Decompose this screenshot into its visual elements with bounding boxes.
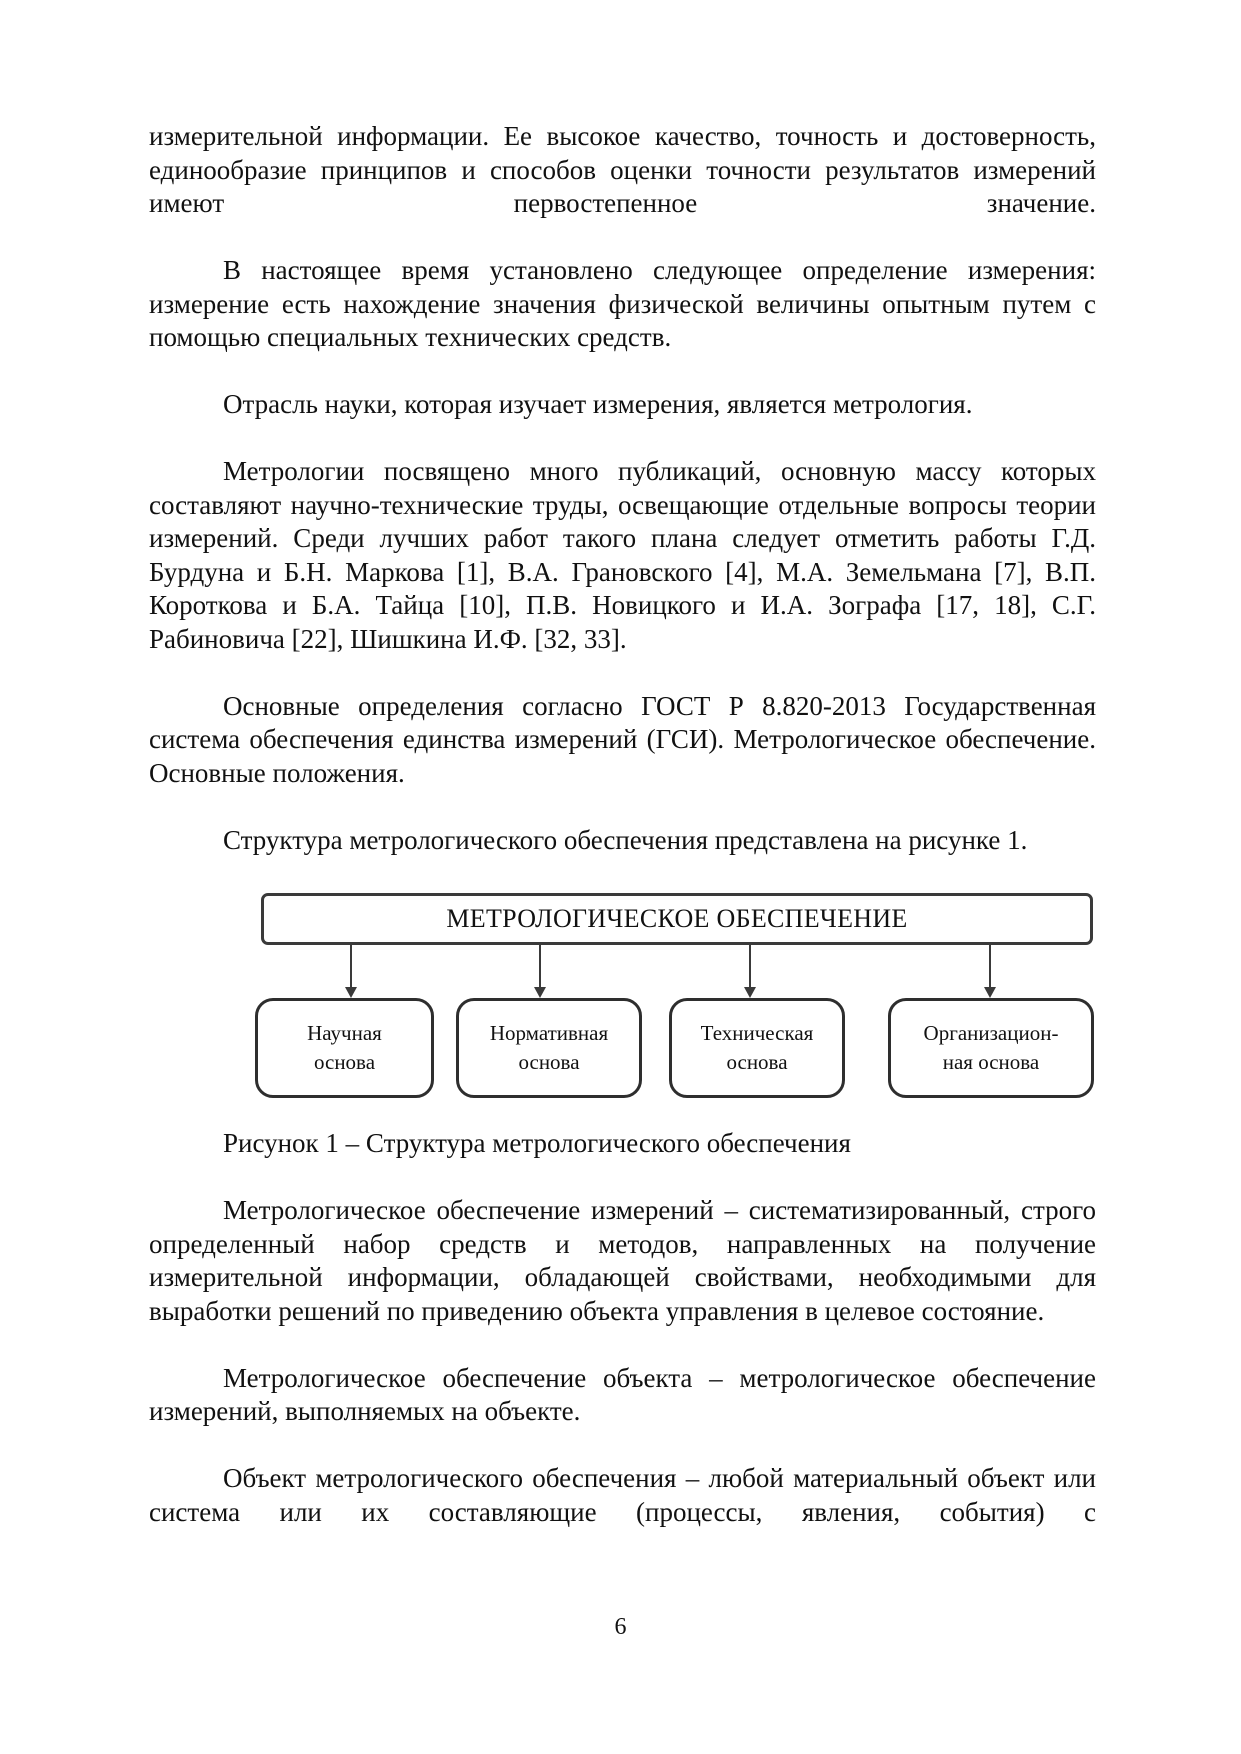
box-label-line2: основа — [518, 1050, 580, 1074]
diagram-box-organizational — [888, 998, 1094, 1098]
page-number: 6 — [614, 1614, 627, 1640]
diagram-top-box: МЕТРОЛОГИЧЕСКОЕ ОБЕСПЕЧЕНИЕ — [261, 893, 1093, 945]
document-page — [149, 120, 1096, 1529]
paragraph-2: В настоящее время установлено следующее определение измерения: измерение есть нахождение значения физической величины опытным путем с помощью специальных технических средств. — [149, 255, 1096, 352]
paragraph-4: Метрологии посвящено много публикаций, основную массу которых составляют научно-технические труды, освещающие отдельные вопросы теории измерений. Среди лучших работ такого плана следует отметить работы Г.Д. Бурдуна и Б.Н. Маркова [1], В.А. Грановского [4], М.А. Земельмана [7], В.П. Короткова и Б.А. Тайца [10], П.В. Новицкого и И.А. Зографа [17, 18], С.Г. Рабиновича [22], Шишкина И.Ф. [32, 33]. — [149, 456, 1096, 654]
paragraph-7: Метрологическое обеспечение измерений – систематизированный, строго определенный набор средств и методов, направленных на получение измерительной информации, обладающей свойствами, необходимыми для выработки решений по приведению объекта управления в целевое состояние. — [149, 1195, 1096, 1326]
box-label-line1: Нормативная — [489, 1021, 609, 1045]
box-label-line1: Организацион- — [923, 1021, 1059, 1045]
paragraph-3: Отрасль науки, которая изучает измерения, является метрология. — [223, 389, 973, 419]
arrow-down-icon — [749, 945, 751, 996]
diagram-box-scientific — [255, 998, 434, 1098]
paragraph-9: Объект метрологического обеспечения – любой материальный объект или система или их составляющие (процессы, явления, события) с — [149, 1463, 1096, 1527]
arrow-down-icon — [989, 945, 991, 996]
diagram-box-technical — [669, 998, 845, 1098]
arrow-down-icon — [539, 945, 541, 996]
box-label-line2: основа — [313, 1050, 376, 1074]
arrow-down-icon — [350, 945, 352, 996]
box-label-line2: ная основа — [942, 1050, 1040, 1074]
box-label-line1: Техническая — [700, 1021, 814, 1045]
box-label-line1: Научная — [307, 1021, 382, 1045]
paragraph-1: измерительной информации. Ее высокое качество, точность и достоверность, единообразие принципов и способов оценки точности результатов измерений имеют первостепенное значение. — [149, 121, 1096, 218]
diagram-box-normative — [456, 998, 642, 1098]
box-label-line2: основа — [726, 1050, 788, 1074]
figure-caption: Рисунок 1 – Структура метрологического обеспечения — [223, 1128, 851, 1158]
figure-structure-diagram — [149, 887, 1096, 1115]
paragraph-5: Основные определения согласно ГОСТ Р 8.820-2013 Государственная система обеспечения единства измерений (ГСИ). Метрологическое обеспечение. Основные положения. — [149, 690, 1096, 788]
paragraph-8: Метрологическое обеспечение объекта – метрологическое обеспечение измерений, выполняемых на объекте. — [149, 1362, 1096, 1426]
paragraph-6: Структура метрологического обеспечения представлена на рисунке 1. — [223, 824, 1028, 855]
